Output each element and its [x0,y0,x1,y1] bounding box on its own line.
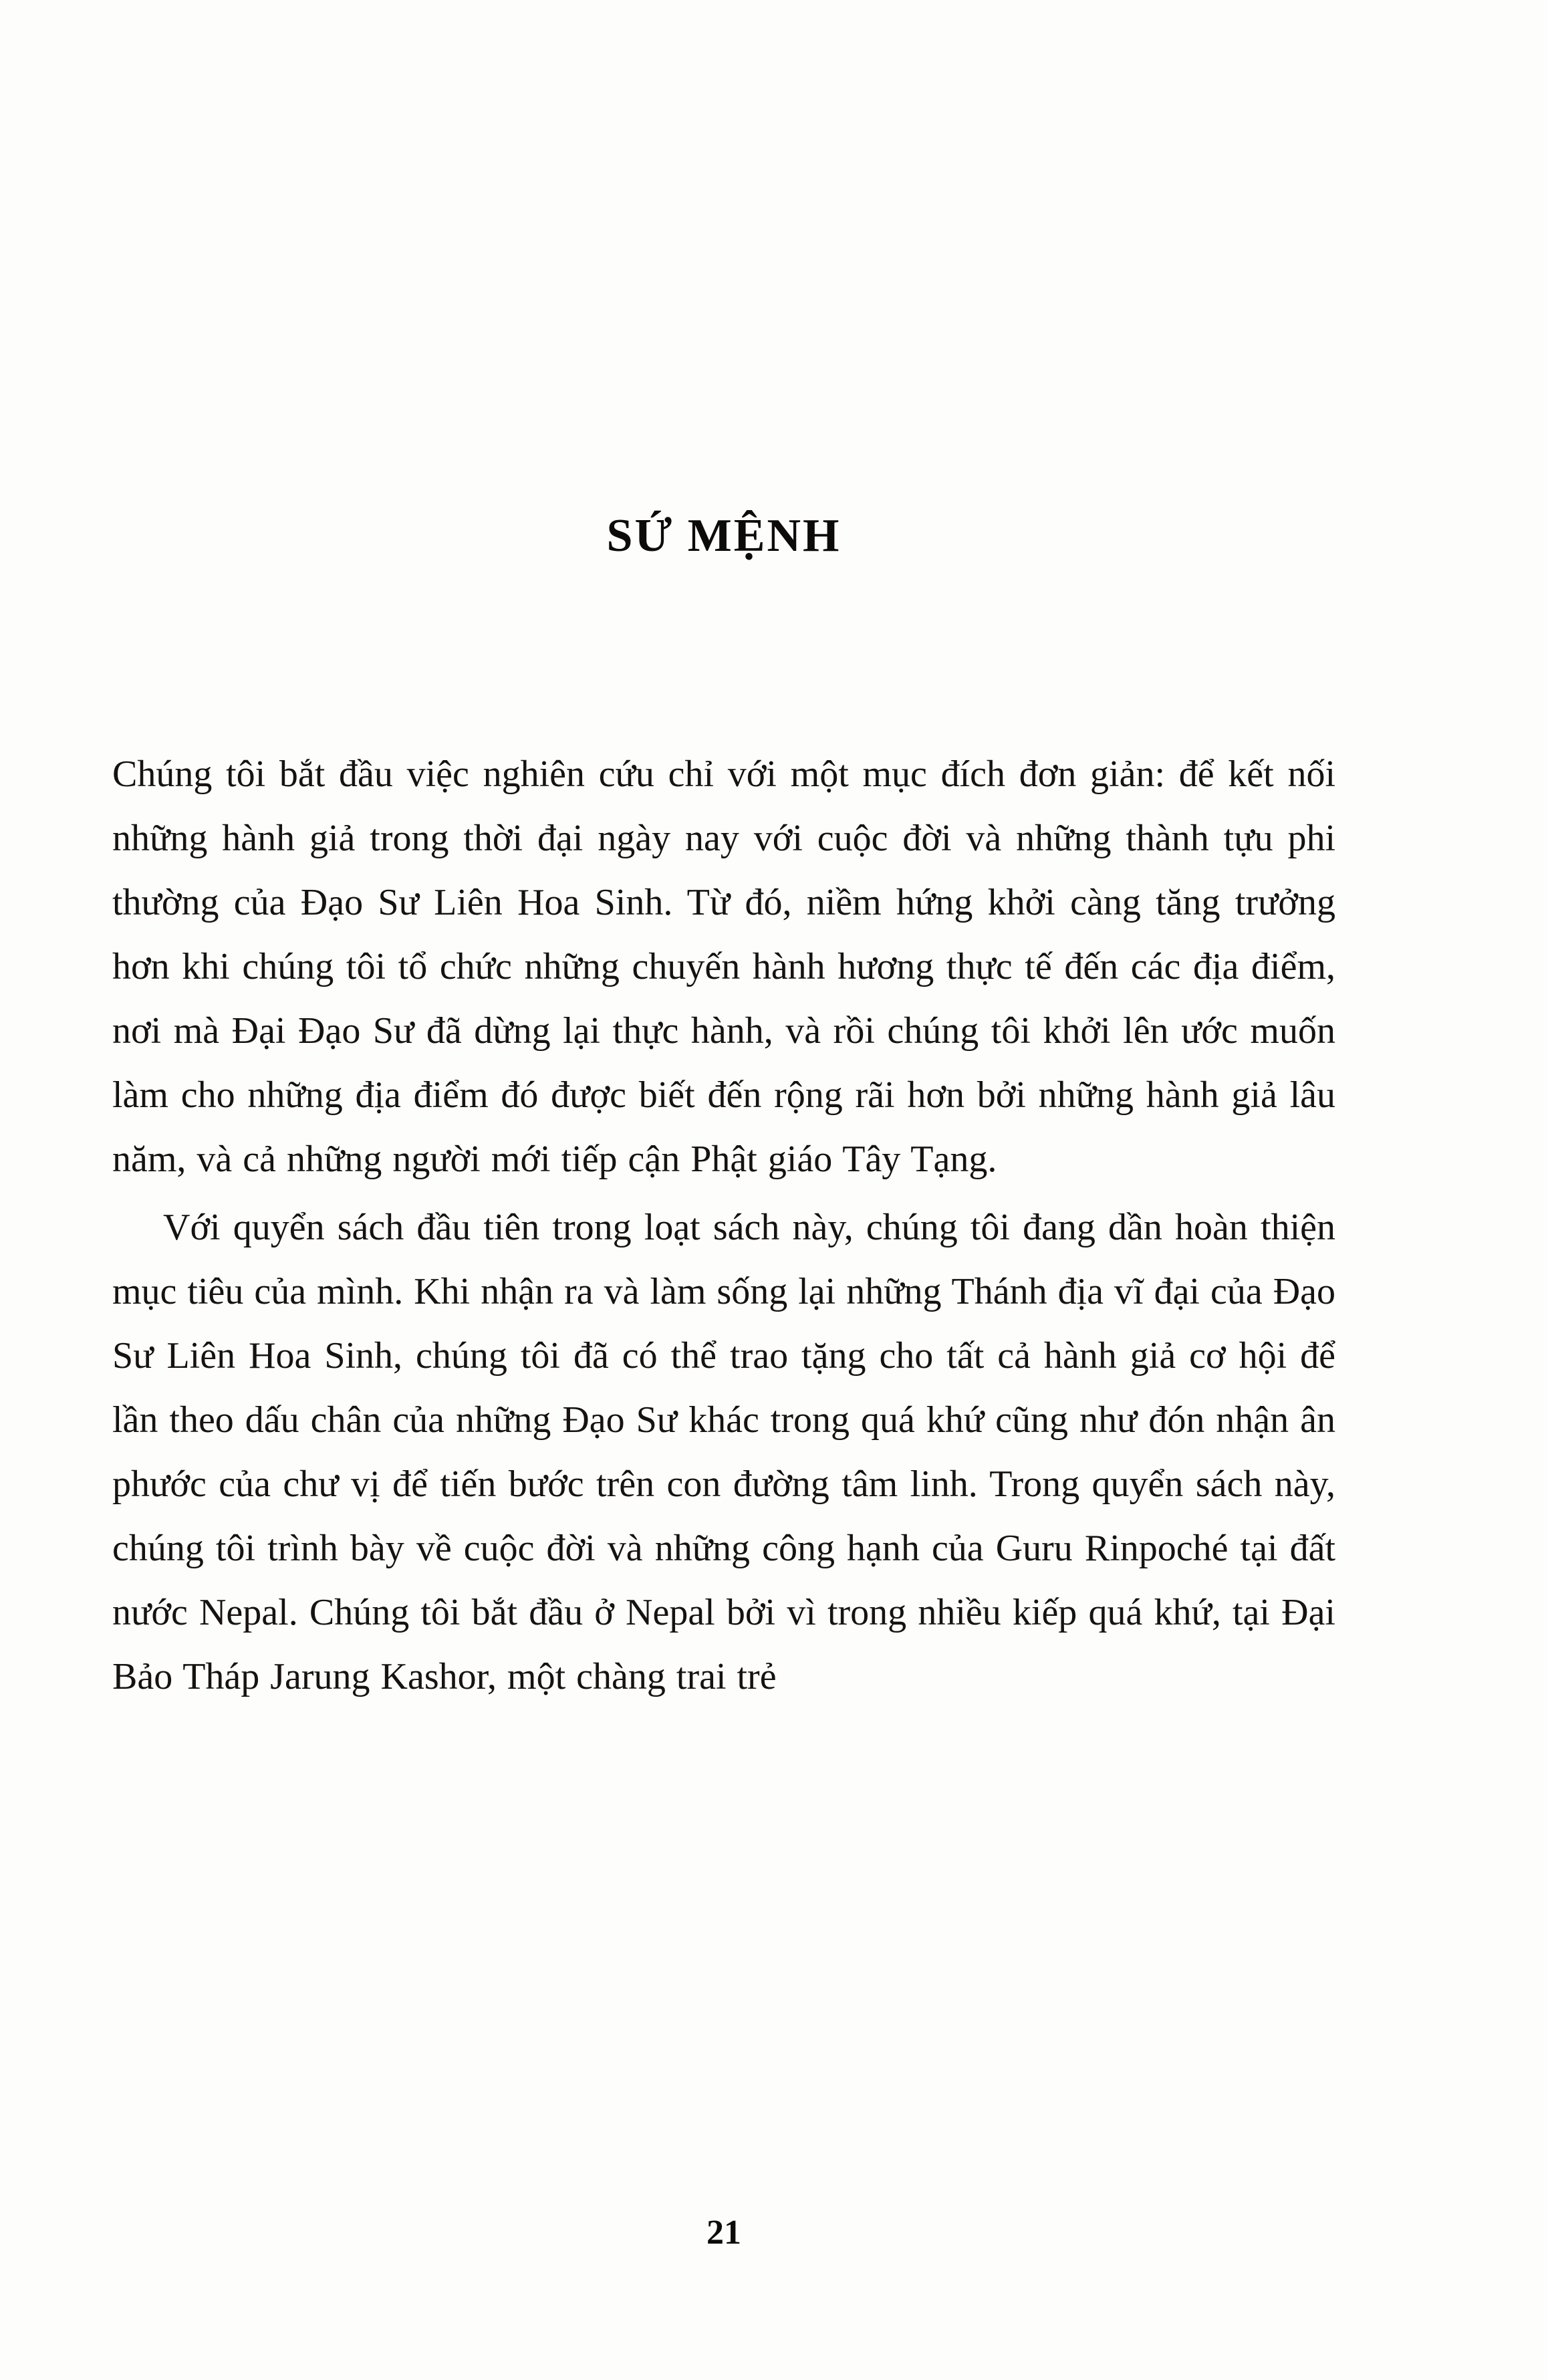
body-text [112,742,1335,1713]
page-content [112,0,1335,2380]
page-title: SỨ MỆNH [606,509,842,562]
paragraph-1: Chúng tôi bắt đầu việc nghiên cứu chỉ với một mục đích đơn giản: để kết nối những hành giả trong thời đại ngày nay với cuộc đời và những thành tựu phi thường của Đạo Sư Liên Hoa Sinh. Từ đó, niềm hứng khởi càng tăng trưởng hơn khi chúng tôi tổ chức những chuyến hành hương thực tế đến các địa điểm, nơi mà Đại Đạo Sư đã dừng lại thực hành, và rồi chúng tôi khởi lên ước muốn làm cho những địa điểm đó được biết đến rộng rãi hơn bởi những hành giả lâu năm, và cả những người mới tiếp cận Phật giáo Tây Tạng. [112,753,1335,1180]
paragraph-2: Với quyển sách đầu tiên trong loạt sách này, chúng tôi đang dần hoàn thiện mục tiêu của mình. Khi nhận ra và làm sống lại những Thánh địa vĩ đại của Đạo Sư Liên Hoa Sinh, chúng tôi đã có thể trao tặng cho tất cả hành giả cơ hội để lần theo dấu chân của những Đạo Sư khác trong quá khứ cũng như đón nhận ân phước của chư vị để tiến bước trên con đường tâm linh. Trong quyển sách này, chúng tôi trình bày về cuộc đời và những công hạnh của Guru Rinpoché tại đất nước Nepal. Chúng tôi bắt đầu ở Nepal bởi vì trong nhiều kiếp quá khứ, tại Đại Bảo Tháp Jarung Kashor, một chàng trai trẻ [112,1207,1335,1697]
page-number: 21 [706,2214,741,2252]
